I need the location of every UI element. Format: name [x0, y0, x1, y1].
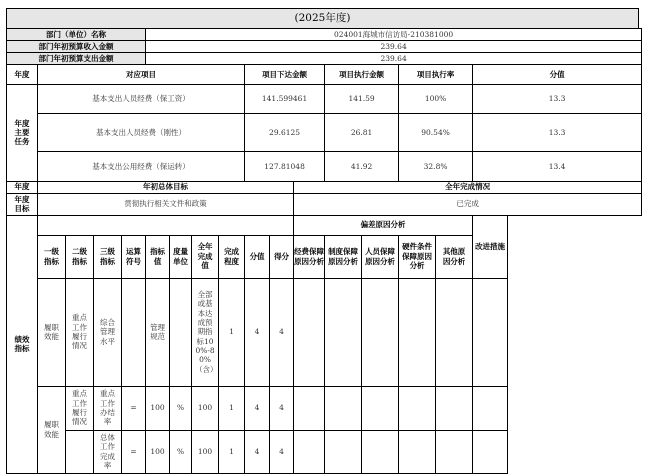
indicator-title-blank — [38, 215, 294, 235]
level1-header: 一级指标 — [38, 235, 66, 278]
indicator-level1: 履职效能 — [38, 386, 66, 473]
task-row — [7, 84, 642, 113]
indicator-degree: 1 — [219, 430, 245, 473]
reason-staff — [362, 430, 399, 473]
reason-other — [436, 430, 473, 473]
indicator-unit: % — [170, 430, 192, 473]
indicator-degree: 1 — [219, 278, 245, 386]
deviation-header: 偏差原因分析 — [294, 215, 473, 235]
task-item: 基本支出人员经费（保工资） — [38, 84, 245, 113]
task-item-header: 对应项目 — [38, 65, 245, 85]
task-issued-header: 项目下达金额 — [245, 65, 325, 85]
task-executed: 141.59 — [325, 84, 399, 113]
reason-system-header: 制度保障原因分析 — [325, 235, 362, 278]
task-label: 年度主要任务 — [7, 84, 38, 181]
task-rate-header: 项目执行率 — [399, 65, 473, 85]
reason-staff — [362, 278, 399, 386]
task-rate: 90.54% — [399, 113, 473, 152]
indicator-row — [7, 386, 642, 430]
indicator-degree: 1 — [219, 386, 245, 430]
budget-income-value: 239.64 — [146, 41, 642, 53]
budget-income-label: 部门年初预算收入金额 — [7, 41, 146, 53]
indicator-level2: 重点工作履行情况 — [66, 386, 94, 430]
goal-header-row — [7, 181, 642, 193]
measures-header: 改进措施 — [473, 215, 508, 278]
indicator-level2 — [66, 430, 94, 473]
measures — [473, 430, 508, 473]
indicator-title-row — [7, 215, 642, 235]
reason-other-header: 其他原因分析 — [436, 235, 473, 278]
reason-other — [436, 386, 473, 430]
reason-hardware — [399, 386, 436, 430]
indicator-score-value: 4 — [245, 278, 270, 386]
indicator-annual: 100 — [192, 386, 219, 430]
indicator-value: 管理规范 — [146, 278, 170, 386]
goal-row — [7, 193, 642, 215]
reason-system — [325, 430, 362, 473]
dept-row — [7, 29, 642, 41]
task-issued: 127.81048 — [245, 152, 325, 181]
budget-expense-row — [7, 53, 642, 65]
dept-value: 024001海城市信访局-210381000 — [146, 29, 642, 41]
task-executed-header: 项目执行金额 — [325, 65, 399, 85]
task-issued: 29.6125 — [245, 113, 325, 152]
indicator-annual: 全部或基本达成预期指标100%-80%（含） — [192, 278, 219, 386]
indicator-row — [7, 430, 642, 473]
indicator-score: 4 — [270, 430, 294, 473]
indicator-annual: 100 — [192, 430, 219, 473]
indicator-score-value: 4 — [245, 386, 270, 430]
goal-completion: 已完成 — [294, 193, 642, 215]
score-value-header: 分值 — [245, 235, 270, 278]
indicator-level1: 履职效能 — [38, 278, 66, 386]
task-score-value: 13.3 — [473, 113, 642, 152]
performance-sheet — [6, 8, 639, 474]
budget-expense-label: 部门年初预算支出金额 — [7, 53, 146, 65]
reason-funds — [294, 386, 325, 430]
indicator-level2: 重点工作履行情况 — [66, 278, 94, 386]
reason-hardware-header: 硬件条件保障原因分析 — [399, 235, 436, 278]
indicator-row — [7, 278, 642, 386]
annual-header: 全年完成值 — [192, 235, 219, 278]
reason-other — [436, 278, 473, 386]
indicator-score: 4 — [270, 278, 294, 386]
indicator-level3: 重点工作办结率 — [94, 386, 122, 430]
operator-header: 运算符号 — [122, 235, 146, 278]
indicator-unit — [170, 278, 192, 386]
reason-funds-header: 经费保障原因分析 — [294, 235, 325, 278]
indicator-score: 4 — [270, 386, 294, 430]
measures — [473, 386, 508, 430]
degree-header: 完成程度 — [219, 235, 245, 278]
goal-initial: 贯彻执行相关文件和政策 — [38, 193, 294, 215]
task-row — [7, 113, 642, 152]
task-rate: 32.8% — [399, 152, 473, 181]
indicator-unit: % — [170, 386, 192, 430]
indicator-value: 100 — [146, 386, 170, 430]
indicator-operator: = — [122, 386, 146, 430]
task-executed: 41.92 — [325, 152, 399, 181]
budget-expense-value: 239.64 — [146, 53, 642, 65]
task-row — [7, 152, 642, 181]
score-header: 得分 — [270, 235, 294, 278]
goal-year-header: 年度 — [7, 181, 38, 193]
reason-staff-header: 人员保障原因分析 — [362, 235, 399, 278]
indicator-header-row — [7, 235, 642, 278]
task-score-value: 13.3 — [473, 84, 642, 113]
task-executed: 26.81 — [325, 113, 399, 152]
indicator-operator: = — [122, 430, 146, 473]
indicator-label: 绩效指标 — [7, 215, 38, 473]
goal-initial-header: 年初总体目标 — [38, 181, 294, 193]
goal-label: 年度目标 — [7, 193, 38, 215]
reason-system — [325, 386, 362, 430]
indicator-level3: 综合管理水平 — [94, 278, 122, 386]
task-score-value-header: 分值 — [473, 65, 642, 85]
budget-income-row — [7, 41, 642, 53]
task-item: 基本支出公用经费（保运转） — [38, 152, 245, 181]
indicator-value: 100 — [146, 430, 170, 473]
indicator-operator — [122, 278, 146, 386]
indicator-level3: 总体工作完成率 — [94, 430, 122, 473]
dept-label: 部门（单位）名称 — [7, 29, 146, 41]
reason-funds — [294, 430, 325, 473]
task-header-row — [7, 65, 642, 85]
goal-completion-header: 全年完成情况 — [294, 181, 642, 193]
level3-header: 三级指标 — [94, 235, 122, 278]
task-score-value: 13.4 — [473, 152, 642, 181]
indicator-score-value: 4 — [245, 430, 270, 473]
reason-funds — [294, 278, 325, 386]
reason-hardware — [399, 278, 436, 386]
task-item: 基本支出人员经费（刚性） — [38, 113, 245, 152]
measures — [473, 278, 508, 386]
task-year-header: 年度 — [7, 65, 38, 85]
level2-header: 二级指标 — [66, 235, 94, 278]
value-header: 指标值 — [146, 235, 170, 278]
performance-table — [6, 28, 642, 474]
reason-staff — [362, 386, 399, 430]
task-issued: 141.599461 — [245, 84, 325, 113]
reason-system — [325, 278, 362, 386]
year-caption: (2025年度) — [6, 8, 639, 28]
unit-header: 度量单位 — [170, 235, 192, 278]
task-rate: 100% — [399, 84, 473, 113]
reason-hardware — [399, 430, 436, 473]
